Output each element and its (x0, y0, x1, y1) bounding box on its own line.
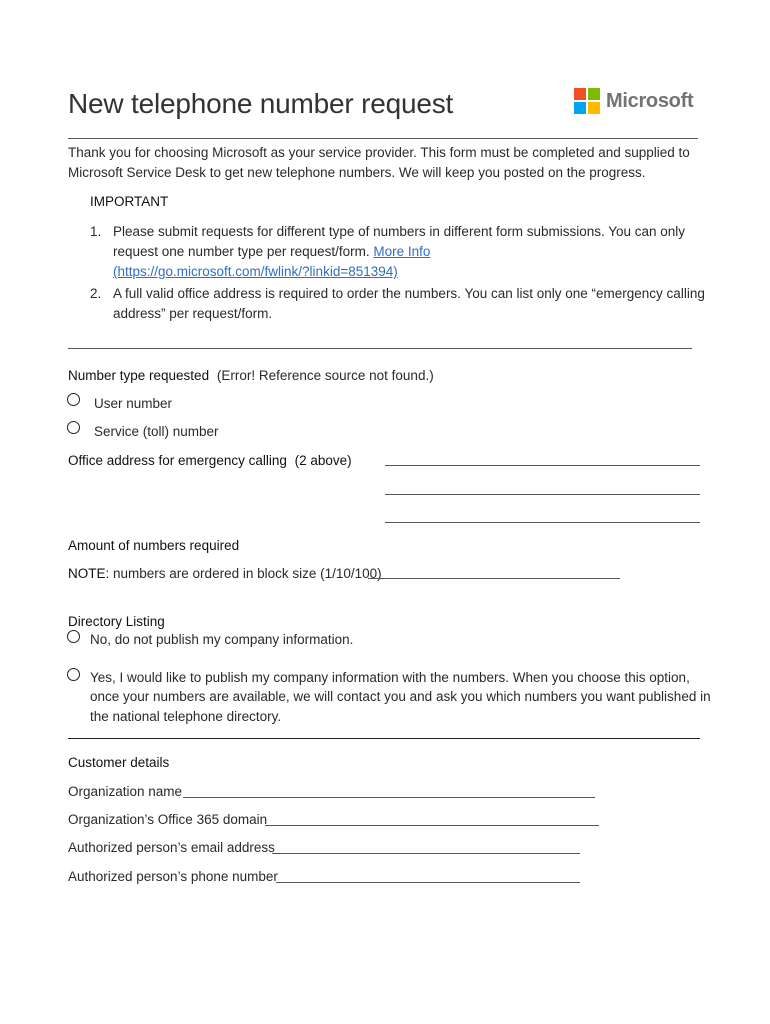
number-type-row (68, 366, 434, 386)
important-item-2-num: 2. (90, 286, 102, 301)
important-item-1-line-2 (113, 242, 430, 262)
number-type-note: (Error! Reference source not found.) (216, 368, 434, 383)
directory-yes-line-1: Yes, I would like to publish my company information with the numbers. When you choose this option, (90, 670, 690, 685)
organization-name-field[interactable] (183, 797, 595, 798)
service-number-label: Service (toll) number (94, 424, 219, 439)
number-type-label: Number type requested (68, 368, 210, 383)
important-heading: IMPORTANT (90, 194, 169, 209)
office-address-field-2[interactable] (385, 494, 700, 495)
important-item-1-num: 1. (90, 224, 102, 239)
organization-name-label: Organization name (68, 784, 183, 799)
more-info-link[interactable]: More Info (373, 244, 431, 259)
directory-label: Directory Listing (68, 614, 165, 629)
amount-note-row (68, 564, 382, 584)
service-number-radio[interactable] (67, 421, 80, 434)
more-info-url-link[interactable]: (https://go.microsoft.com/fwlink/?linkid=851394) (113, 264, 398, 279)
page-title: New telephone number request (68, 88, 454, 119)
important-item-1-text: request one number type per request/form. (113, 244, 374, 259)
important-item-2-line-2: address” per request/form. (113, 306, 273, 321)
intro-line-1: Thank you for choosing Microsoft as your service provider. This form must be completed and supplied to (68, 145, 690, 160)
directory-yes-radio[interactable] (67, 668, 80, 681)
office-address-label: Office address for emergency calling (68, 453, 287, 468)
amount-note-text: : numbers are ordered in block size (1/10/100) (105, 566, 382, 581)
customer-details-heading: Customer details (68, 755, 170, 770)
directory-yes-line-3: the national telephone directory. (90, 709, 282, 724)
important-item-2-line-1: A full valid office address is required to order the numbers. You can list only one “emergency calling (113, 286, 705, 301)
intro-line-2: Microsoft Service Desk to get new telephone numbers. We will keep you posted on the progress. (68, 165, 646, 180)
office-address-field-1[interactable] (385, 465, 700, 466)
email-address-field[interactable] (272, 853, 580, 854)
header-divider (68, 138, 698, 139)
microsoft-logo (574, 88, 693, 114)
phone-number-field[interactable] (276, 882, 580, 883)
office-address-row (68, 451, 352, 471)
amount-label: Amount of numbers required (68, 538, 240, 553)
office-address-field-3[interactable] (385, 522, 700, 523)
microsoft-logo-icon (574, 88, 600, 114)
important-item-1-line-1: Please submit requests for different type of numbers in different form submissions. You can only (113, 224, 686, 239)
user-number-label: User number (94, 396, 173, 411)
user-number-radio[interactable] (67, 393, 80, 406)
section-divider-1 (68, 348, 692, 349)
section-divider-2 (68, 738, 700, 739)
directory-no-label: No, do not publish my company information. (90, 632, 354, 647)
directory-yes-line-2: once your numbers are available, we will contact you and ask you which numbers you want published in (90, 689, 711, 704)
office365-domain-field[interactable] (265, 825, 599, 826)
phone-number-label: Authorized person’s phone number (68, 869, 278, 884)
logo-text: Microsoft (606, 89, 694, 112)
amount-note-label: NOTE (68, 566, 106, 581)
email-address-label: Authorized person’s email address (68, 840, 275, 855)
amount-field[interactable] (368, 578, 620, 579)
office-address-note: (2 above) (294, 453, 352, 468)
directory-no-radio[interactable] (67, 630, 80, 643)
office365-domain-label: Organization’s Office 365 domain (68, 812, 268, 827)
